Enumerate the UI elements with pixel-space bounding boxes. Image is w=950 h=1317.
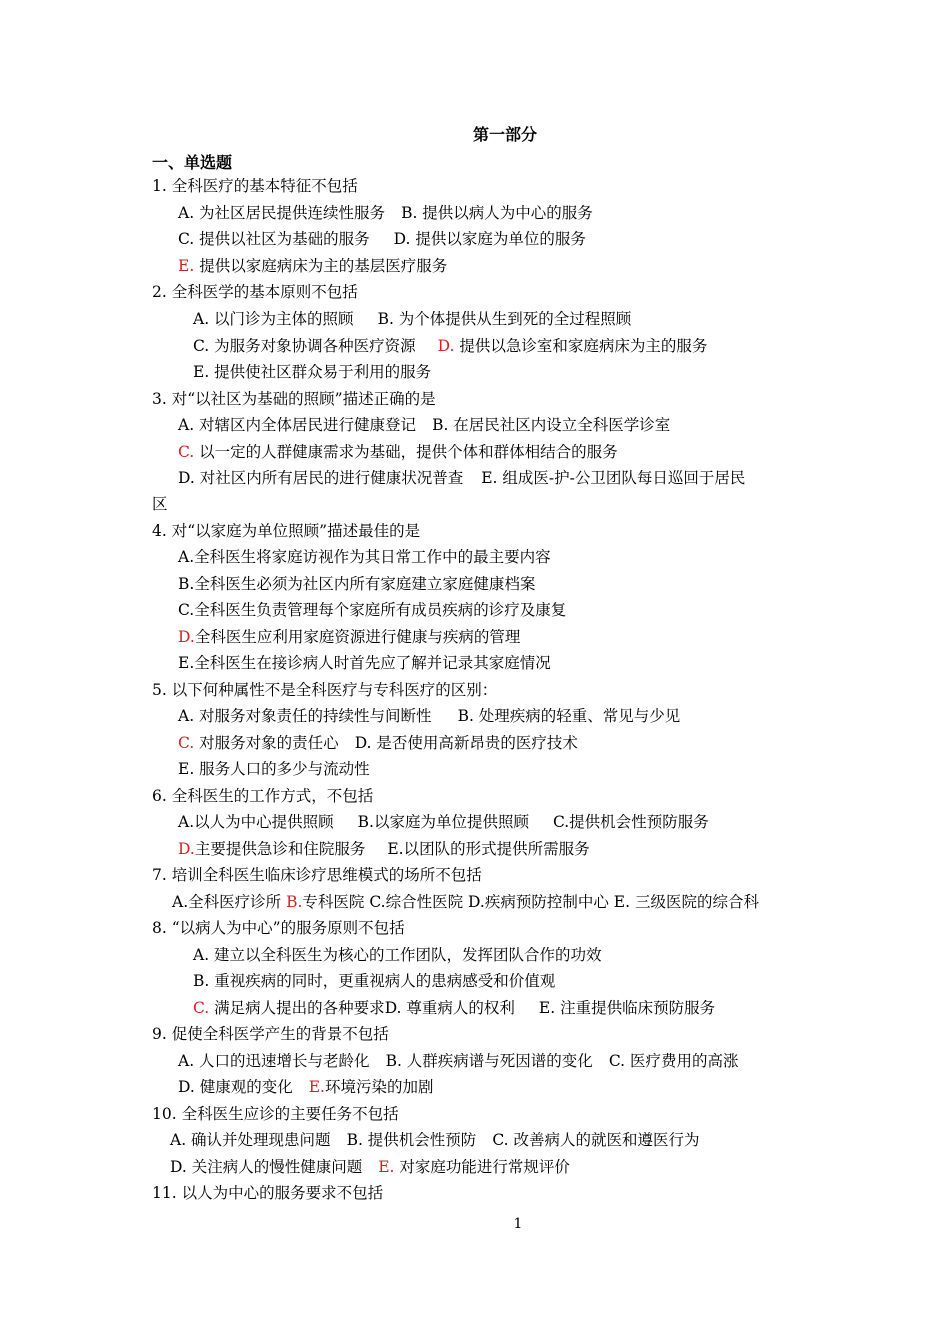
option-c: C.综合性医院 [369,893,464,911]
question-3-option-c [178,442,618,462]
option-e: 对家庭功能进行常规评价 [399,1158,570,1176]
question-2-option-e: E. 提供使社区群众易于利用的服务 [193,363,432,381]
option-d: D. 尊重病人的权利 [384,999,515,1017]
page-title: 第一部分 [472,125,537,144]
question-4-stem: 4. 对“以家庭为单位照顾”描述最佳的是 [152,522,421,540]
option-a: A. 确认并处理现患问题 [170,1131,331,1149]
question-10-stem: 10. 全科医生应诊的主要任务不包括 [152,1105,399,1123]
question-4-option-d [178,627,520,647]
question-8-stem: 8. “以病人为中心”的服务原则不包括 [152,919,405,937]
option-d: 全科医生应利用家庭资源进行健康与疾病的管理 [194,628,521,646]
question-4-option-c: C.全科医生负责管理每个家庭所有成员疾病的诊疗及康复 [178,601,567,619]
answer-key: C. [193,999,210,1017]
option-d: D. 关注病人的慢性健康问题 [170,1158,363,1176]
question-8-options-cde [193,998,715,1018]
option-c: C.提供机会性预防服务 [552,813,709,831]
answer-key: D. [437,337,455,355]
option-a: A.全科医疗诊所 [172,893,282,911]
question-3-option-e-wrap: 区 [152,495,168,513]
question-9-options-abc [178,1051,738,1071]
option-c: C. 提供以社区为基础的服务 [178,230,370,248]
option-b: B. 处理疾病的轻重、常见与少见 [457,707,681,725]
option-b: B. 提供以病人为中心的服务 [401,204,593,222]
option-e: E.以团队的形式提供所需服务 [387,840,590,858]
question-3-options-ab [178,415,670,435]
option-a: A. 对辖区内全体居民进行健康登记 [178,416,417,434]
question-2-options-cd [193,336,707,356]
question-8-option-a: A. 建立以全科医生为核心的工作团队，发挥团队合作的功效 [193,946,602,964]
option-c: 对服务对象的责任心 [199,734,339,752]
option-e: 环境污染的加剧 [324,1078,434,1096]
option-e: E. 三级医院的综合科 [613,893,759,911]
option-d: D. 健康观的变化 [178,1078,293,1096]
question-7-options [172,892,759,912]
option-d: D. 提供以家庭为单位的服务 [393,230,586,248]
option-e: 提供以家庭病床为主的基层医疗服务 [199,257,448,275]
question-1-options-ab [178,203,593,223]
option-b: B.以家庭为单位提供照顾 [357,813,529,831]
page-number: 1 [513,1216,523,1232]
section-heading: 一、单选题 [152,153,233,172]
option-b: B. 提供机会性预防 [346,1131,477,1149]
option-e: E. 组成医-护-公卫团队每日巡回于居民 [481,469,746,487]
question-9-options-de [178,1077,434,1097]
question-3-options-de [178,468,745,488]
question-1-option-e [178,256,447,276]
answer-key: B. [286,893,303,911]
option-d: D.疾病预防控制中心 [468,893,609,911]
question-5-options-ab [178,706,680,726]
question-3-stem: 3. 对“以社区为基础的照顾”描述正确的是 [152,390,436,408]
question-4-option-a: A.全科医生将家庭访视作为其日常工作中的最主要内容 [178,548,551,566]
answer-key: D. [178,840,195,858]
option-d: 主要提供急诊和住院服务 [194,840,366,858]
answer-key: E. [378,1158,395,1176]
option-b: B. 为个体提供从生到死的全过程照顾 [377,310,632,328]
question-5-options-cd [178,733,578,753]
option-b: B. 人群疾病谱与死因谱的变化 [385,1052,593,1070]
answer-key: C. [178,734,195,752]
question-2-options-ab [193,309,631,329]
question-4-option-b: B.全科医生必须为社区内所有家庭建立家庭健康档案 [178,575,536,593]
question-1-stem: 1. 全科医疗的基本特征不包括 [152,177,358,195]
question-2-stem: 2. 全科医学的基本原则不包括 [152,283,358,301]
option-c: C. 医疗费用的高涨 [608,1052,739,1070]
answer-key: D. [178,628,195,646]
option-a: A. 人口的迅速增长与老龄化 [178,1052,370,1070]
question-10-options-de [170,1157,570,1177]
option-a: A.以人为中心提供照顾 [178,813,334,831]
answer-key: E. [178,257,195,275]
question-5-stem: 5. 以下何种属性不是全科医疗与专科医疗的区别： [152,681,498,699]
question-9-stem: 9. 促使全科医学产生的背景不包括 [152,1025,389,1043]
answer-key: C. [178,443,195,461]
option-c: C. 改善病人的就医和遵医行为 [492,1131,700,1149]
option-d: D. 是否使用高新昂贵的医疗技术 [354,734,578,752]
question-4-option-e: E.全科医生在接诊病人时首先应了解并记录其家庭情况 [178,654,551,672]
option-d: 提供以急诊室和家庭病床为主的服务 [459,337,708,355]
question-11-stem: 11. 以人为中心的服务要求不包括 [152,1184,384,1202]
question-8-option-b: B. 重视疾病的同时，更重视病人的患病感受和价值观 [193,972,556,990]
question-6-stem: 6. 全科医生的工作方式，不包括 [152,787,374,805]
option-c: 满足病人提出的各种要求 [214,999,385,1017]
question-1-options-cd [178,229,586,249]
option-a: A. 以门诊为主体的照顾 [193,310,354,328]
question-10-options-abc [170,1130,699,1150]
option-c: C. 为服务对象协调各种医疗资源 [193,337,416,355]
question-6-options-abc [178,812,709,832]
option-c: 以一定的人群健康需求为基础，提供个体和群体相结合的服务 [199,443,618,461]
option-b: B. 在居民社区内设立全科医学诊室 [432,416,671,434]
option-d: D. 对社区内所有居民的进行健康状况普查 [178,469,464,487]
option-a: A. 为社区居民提供连续性服务 [178,204,386,222]
option-e: E. 注重提供临床预防服务 [538,999,716,1017]
question-7-stem: 7. 培训全科医生临床诊疗思维模式的场所不包括 [152,866,482,884]
option-b: 专科医院 [302,893,365,911]
question-5-option-e: E. 服务人口的多少与流动性 [178,760,370,778]
answer-key: E. [308,1078,325,1096]
option-a: A. 对服务对象责任的持续性与间断性 [178,707,432,725]
question-6-options-de [178,839,590,859]
